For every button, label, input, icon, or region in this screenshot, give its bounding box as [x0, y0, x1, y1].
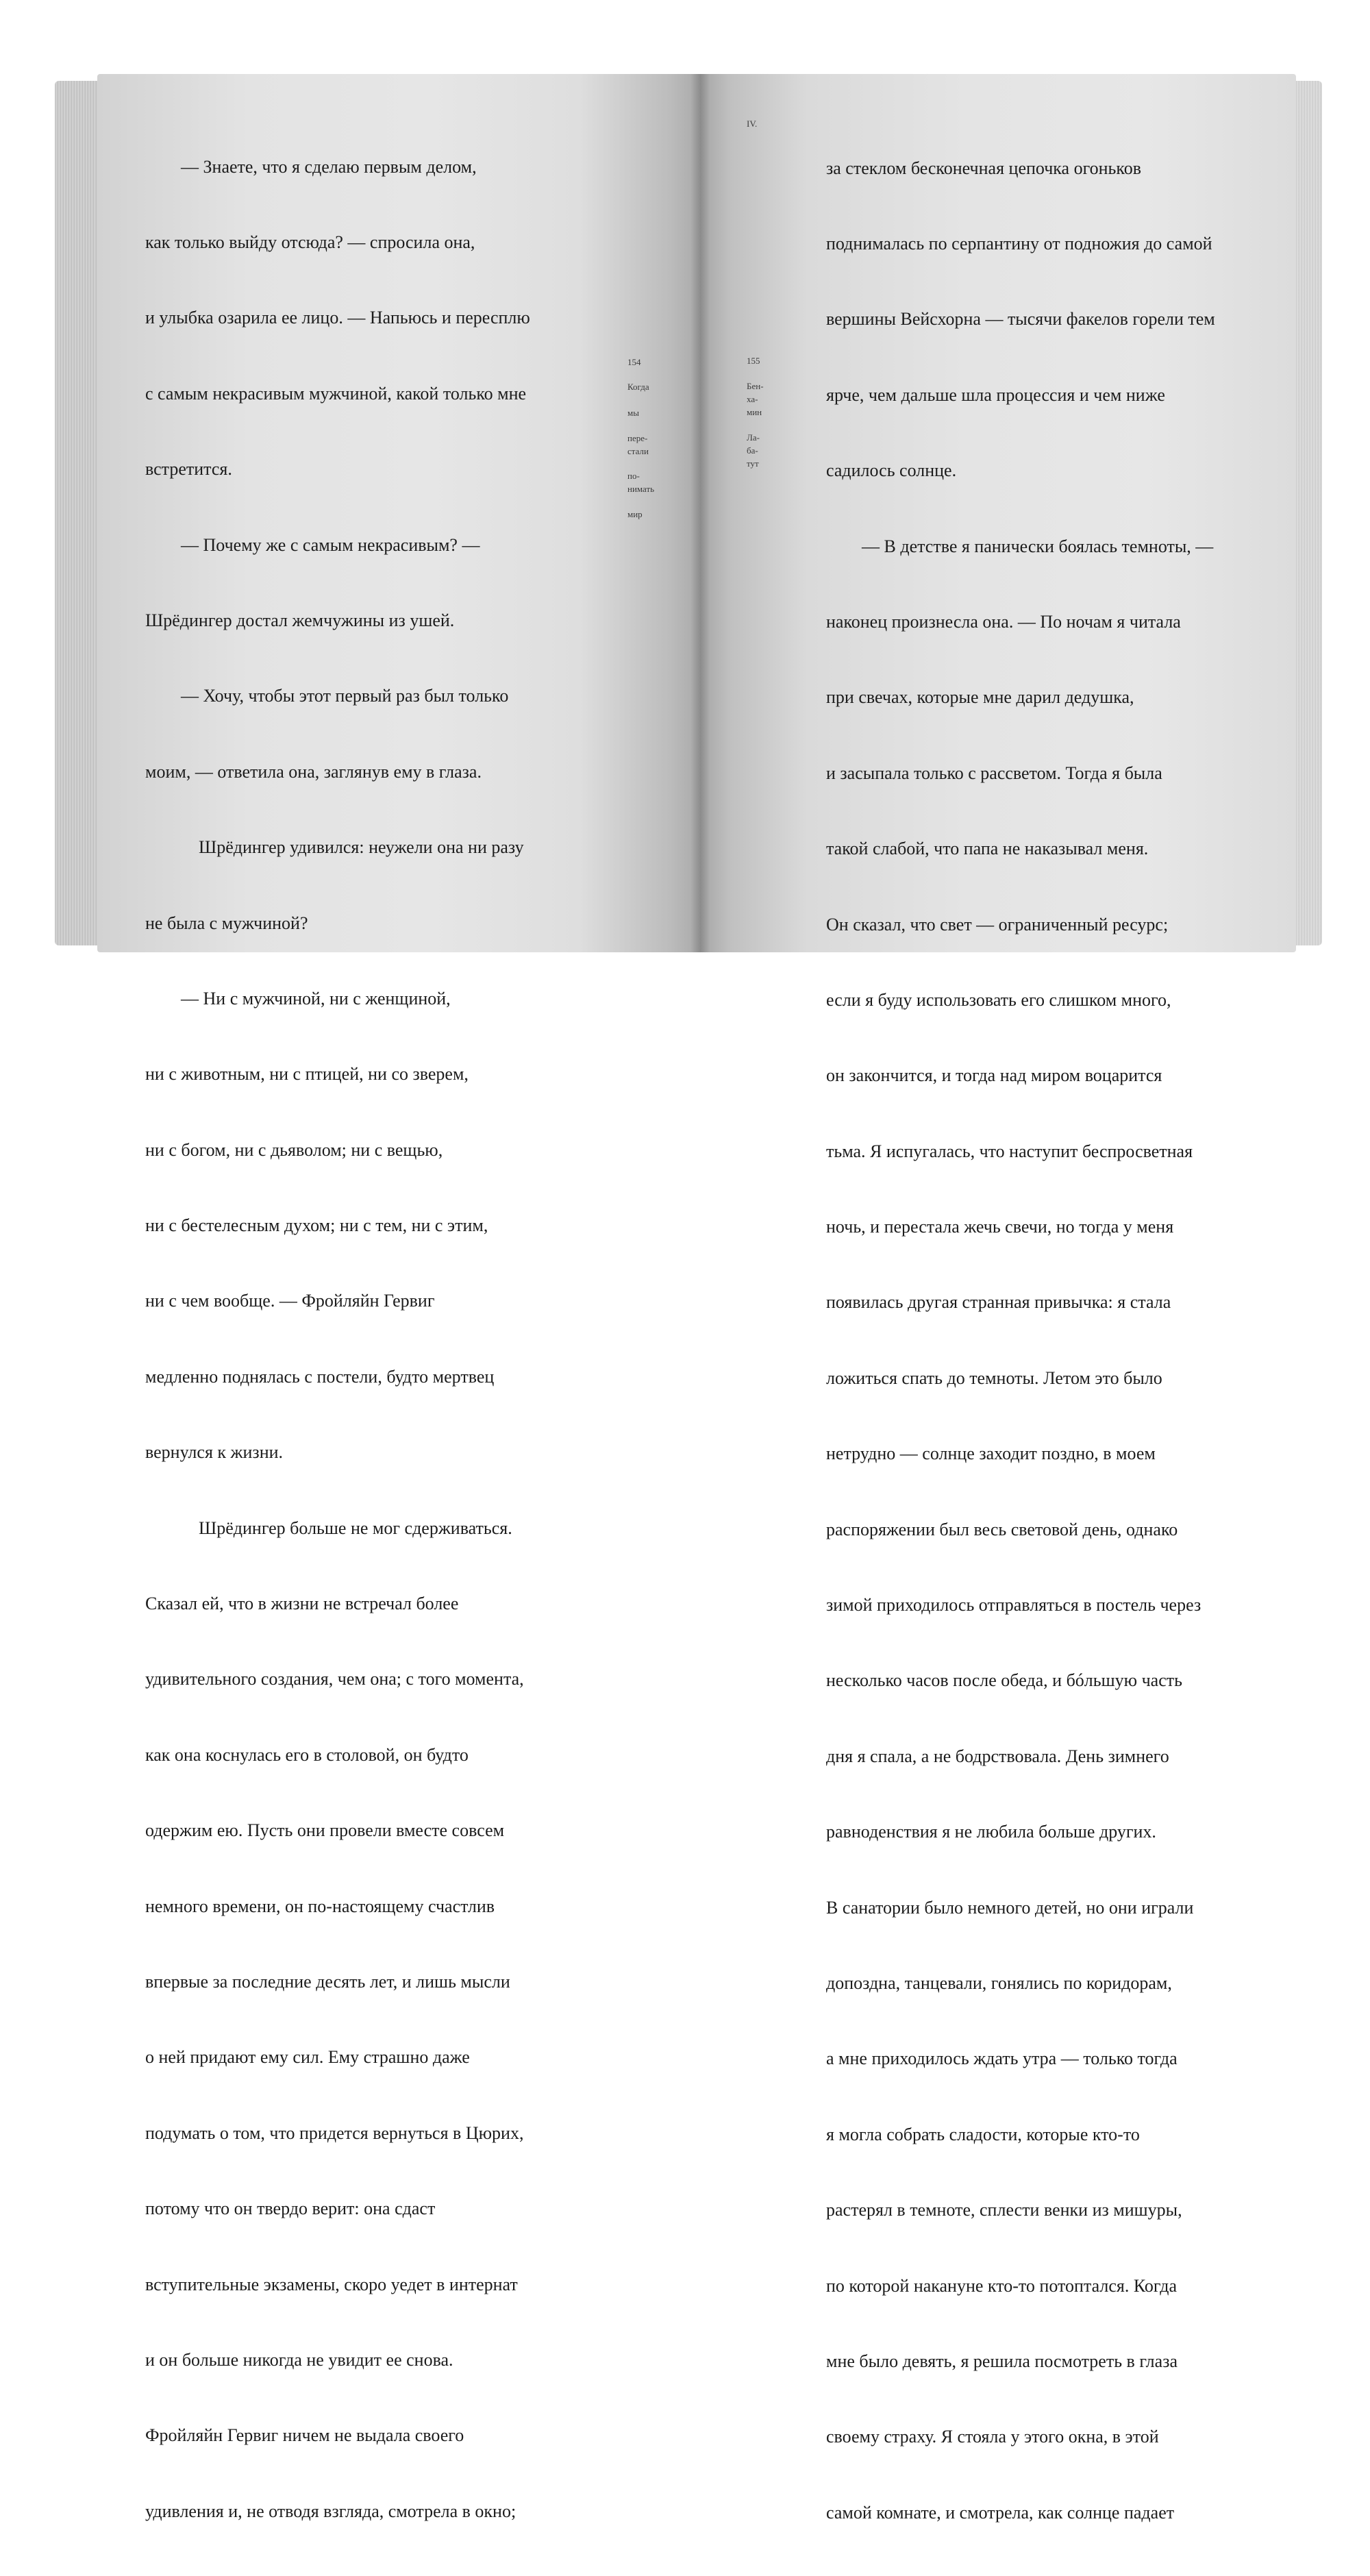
- text-line: Сказал ей, что в жизни не встречал более: [145, 1594, 459, 1614]
- text-line: Фройляйн Гервиг ничем не выдала своего: [145, 2425, 464, 2446]
- running-title-word: мир: [627, 509, 643, 519]
- text-line: ни с чем вообще. — Фройляйн Гервиг: [145, 1291, 435, 1311]
- book-gutter: [690, 74, 710, 952]
- text-line: и засыпала только с рассветом. Тогда я была: [826, 763, 1162, 783]
- text-line: тьма. Я испугалась, что наступит беспросветная: [826, 1141, 1193, 1161]
- text-line: медленно поднялась с постели, будто мертвец: [145, 1366, 495, 1387]
- text-line: допоздна, танцевали, гонялись по коридорам,: [826, 1972, 1172, 1993]
- text-line: впервые за последние десять лет, и лишь мысли: [145, 1971, 510, 1992]
- text-line: ни с бестелесным духом; ни с тем, ни с этим,: [145, 1215, 488, 1236]
- running-title-word: мы: [627, 408, 639, 418]
- running-title-word: ха-: [747, 394, 758, 404]
- text-line: не была с мужчиной?: [145, 913, 308, 933]
- text-line: ни с животным, ни с птицей, ни со зверем,: [145, 1064, 469, 1085]
- running-title-word: Когда: [627, 382, 649, 392]
- text-line: я могла собрать сладости, которые кто-то: [826, 2124, 1140, 2144]
- left-page-body: [145, 104, 530, 2575]
- text-line: наконец произнесла она. — По ночам я читала: [826, 611, 1181, 632]
- text-line: нетрудно — солнце заходит поздно, в моем: [826, 1444, 1156, 1464]
- text-line: по которой накануне кто-то потоптался. Когда: [826, 2275, 1178, 2296]
- text-line: поднималась по серпантину от подножия до самой: [826, 233, 1212, 253]
- text-line: растерял в темноте, сплести венки из мишуры,: [826, 2200, 1182, 2220]
- running-title-word: тут: [747, 458, 759, 469]
- text-line: как она коснулась его в столовой, он будто: [145, 1744, 469, 1765]
- text-line: ни с богом, ни с дьяволом; ни с вещью,: [145, 1139, 443, 1160]
- text-line: ночь, и перестала жечь свечи, но тогда у меня: [826, 1217, 1174, 1237]
- text-line: и он больше никогда не увидит ее снова.: [145, 2349, 453, 2370]
- text-line: о ней придают ему сил. Ему страшно даже: [145, 2047, 470, 2068]
- running-title-word: Бен-: [747, 381, 764, 391]
- text-line: удивления и, не отводя взгляда, смотрела в окно;: [145, 2501, 516, 2521]
- text-line: вступительные экзамены, скоро уедет в интернат: [145, 2274, 518, 2294]
- right-page-body: [826, 106, 1215, 2576]
- text-line: садилось солнце.: [826, 460, 957, 481]
- text-line: — В детстве я панически боялась темноты, —: [826, 536, 1214, 556]
- text-line: появилась другая странная привычка: я стала: [826, 1292, 1171, 1313]
- text-line: ложиться спать до темноты. Летом это было: [826, 1367, 1162, 1388]
- running-title-word: Ла-: [747, 432, 760, 443]
- text-line: за стеклом бесконечная цепочка огоньков: [826, 158, 1141, 178]
- text-line: Шрёдингер достал жемчужины из ушей.: [145, 610, 455, 630]
- text-line: Шрёдингер удивился: неужели она ни разу: [145, 837, 524, 858]
- text-line: как только выйду отсюда? — спросила она,: [145, 232, 475, 252]
- text-line: он закончится, и тогда над миром воцарится: [826, 1065, 1162, 1086]
- text-line: ярче, чем дальше шла процессия и чем ниже: [826, 384, 1165, 405]
- text-line: зимой приходилось отправляться в постель через: [826, 1595, 1201, 1615]
- running-title-word: пере-: [627, 433, 648, 443]
- text-line: Он сказал, что свет — ограниченный ресурс;: [826, 914, 1169, 934]
- text-line: В санатории было немного детей, но они играли: [826, 1897, 1194, 1918]
- left-page-number: 154: [627, 357, 641, 367]
- running-title-word: по-: [627, 471, 640, 481]
- text-line: — Хочу, чтобы этот первый раз был только: [145, 686, 509, 706]
- text-line: самой комнате, и смотрела, как солнце падает: [826, 2502, 1175, 2523]
- text-line: а мне приходилось ждать утра — только тогда: [826, 2048, 1178, 2069]
- right-page-number: 155: [747, 356, 760, 366]
- text-line: такой слабой, что папа не наказывал меня.: [826, 839, 1149, 859]
- text-line: одержим ею. Пусть они провели вместе совсем: [145, 1820, 505, 1841]
- text-line: равноденствия я не любила больше других.: [826, 1822, 1156, 1842]
- text-line: — Знаете, что я сделаю первым делом,: [145, 156, 477, 177]
- text-line: удивительного создания, чем она; с того момента,: [145, 1669, 524, 1689]
- text-line: немного времени, он по-настоящему счастлив: [145, 1896, 495, 1916]
- text-line: вернулся к жизни.: [145, 1442, 284, 1463]
- text-line: если я буду использовать его слишком много,: [826, 989, 1171, 1010]
- text-line: несколько часов после обеда, и бóльшую часть: [826, 1670, 1182, 1691]
- text-line: Шрёдингер больше не мог сдерживаться.: [145, 1518, 512, 1538]
- text-line: моим, — ответила она, заглянув ему в глаза.: [145, 761, 482, 782]
- text-line: — Ни с мужчиной, ни с женщиной,: [145, 988, 451, 1008]
- text-line: потому что он твердо верит: она сдаст: [145, 2199, 436, 2219]
- text-line: вершины Вейсхорна — тысячи факелов горели тем: [826, 309, 1215, 330]
- text-line: мне было девять, я решила посмотреть в глаза: [826, 2351, 1178, 2371]
- running-title-word: ба-: [747, 445, 758, 456]
- text-line: и улыбка озарила ее лицо. — Напьюсь и пересплю: [145, 308, 530, 328]
- text-line: распоряжении был весь световой день, однако: [826, 1519, 1178, 1539]
- running-title-word: мин: [747, 407, 762, 417]
- running-title-word: нимать: [627, 484, 655, 494]
- left-page-edges: [55, 81, 103, 945]
- text-line: с самым некрасивым мужчиной, какой только мне: [145, 383, 527, 404]
- running-title-word: стали: [627, 446, 649, 456]
- text-line: дня я спала, а не бодрствовала. День зимнего: [826, 1746, 1169, 1766]
- text-line: встретится.: [145, 459, 232, 480]
- text-line: — Почему же с самым некрасивым? —: [145, 534, 480, 555]
- text-line: своему страху. Я стояла у этого окна, в этой: [826, 2427, 1159, 2447]
- text-line: подумать о том, что придется вернуться в Цюрих,: [145, 2122, 524, 2143]
- text-line: при свечах, которые мне дарил дедушка,: [826, 687, 1134, 708]
- chapter-number: IV.: [747, 119, 758, 129]
